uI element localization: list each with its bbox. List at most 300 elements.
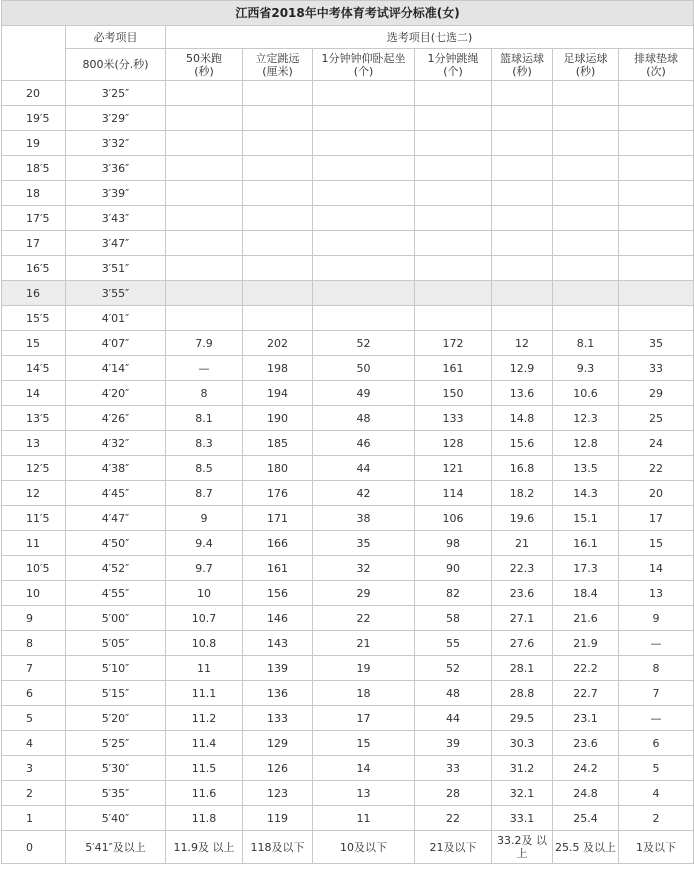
value-cell: 27.1 [492, 606, 553, 631]
value-cell: 9 [166, 506, 243, 531]
value-cell [492, 281, 553, 306]
score-cell: 17 [2, 231, 66, 256]
table-row [2, 131, 694, 156]
value-cell [313, 281, 415, 306]
value-cell [243, 106, 313, 131]
value-cell: 5′20″ [66, 706, 166, 731]
table-row [2, 256, 694, 281]
football-header: 足球运球 (秒) [553, 49, 619, 81]
value-cell: 202 [243, 331, 313, 356]
table-row [2, 481, 694, 506]
value-cell: 8.3 [166, 431, 243, 456]
score-header [2, 26, 66, 81]
score-cell: 18′5 [2, 156, 66, 181]
value-cell: 5′10″ [66, 656, 166, 681]
score-cell: 19 [2, 131, 66, 156]
value-cell: 11.8 [166, 806, 243, 831]
value-cell: 11.6 [166, 781, 243, 806]
value-cell: 3′39″ [66, 181, 166, 206]
score-cell: 12 [2, 481, 66, 506]
value-cell: 52 [415, 656, 492, 681]
value-cell: 118及以下 [243, 831, 313, 864]
value-cell [492, 231, 553, 256]
value-cell: 136 [243, 681, 313, 706]
value-cell: 185 [243, 431, 313, 456]
value-cell [415, 281, 492, 306]
table-row [2, 506, 694, 531]
value-cell: 39 [415, 731, 492, 756]
table-row [2, 281, 694, 306]
value-cell: 28.1 [492, 656, 553, 681]
value-cell [492, 81, 553, 106]
value-cell: 46 [313, 431, 415, 456]
value-cell: 12.9 [492, 356, 553, 381]
value-cell [313, 156, 415, 181]
run800-header: 800米(分.秒) [66, 49, 166, 81]
value-cell: 30.3 [492, 731, 553, 756]
score-cell: 16′5 [2, 256, 66, 281]
value-cell: 8.5 [166, 456, 243, 481]
value-cell: 24 [619, 431, 694, 456]
value-cell: 7.9 [166, 331, 243, 356]
value-cell: 4 [619, 781, 694, 806]
value-cell: 15 [619, 531, 694, 556]
value-cell: 19 [313, 656, 415, 681]
value-cell [619, 81, 694, 106]
value-cell [313, 181, 415, 206]
score-cell: 5 [2, 706, 66, 731]
value-cell [553, 206, 619, 231]
table-row [2, 181, 694, 206]
value-cell: 25.4 [553, 806, 619, 831]
value-cell: 28 [415, 781, 492, 806]
value-cell: 28.8 [492, 681, 553, 706]
value-cell: 198 [243, 356, 313, 381]
value-cell: 123 [243, 781, 313, 806]
value-cell: 190 [243, 406, 313, 431]
value-cell: 50 [313, 356, 415, 381]
table-row [2, 406, 694, 431]
value-cell: 3′36″ [66, 156, 166, 181]
value-cell: 33 [619, 356, 694, 381]
value-cell: 156 [243, 581, 313, 606]
score-cell: 4 [2, 731, 66, 756]
table-row [2, 381, 694, 406]
value-cell [415, 306, 492, 331]
table-row [2, 306, 694, 331]
value-cell: 166 [243, 531, 313, 556]
value-cell [415, 156, 492, 181]
dash50-header: 50米跑 (秒) [166, 49, 243, 81]
value-cell: 21及以下 [415, 831, 492, 864]
value-cell: 126 [243, 756, 313, 781]
value-cell [553, 131, 619, 156]
value-cell: 32 [313, 556, 415, 581]
value-cell [492, 156, 553, 181]
value-cell: 48 [313, 406, 415, 431]
value-cell [619, 106, 694, 131]
value-cell: 4′07″ [66, 331, 166, 356]
value-cell: 22 [313, 606, 415, 631]
value-cell: 194 [243, 381, 313, 406]
value-cell [166, 231, 243, 256]
value-cell: 3′25″ [66, 81, 166, 106]
value-cell: 150 [415, 381, 492, 406]
value-cell: 55 [415, 631, 492, 656]
value-cell [619, 156, 694, 181]
value-cell: 44 [415, 706, 492, 731]
value-cell: 25.5 及以上 [553, 831, 619, 864]
value-cell: 49 [313, 381, 415, 406]
table-row [2, 106, 694, 131]
score-cell: 0 [2, 831, 66, 864]
value-cell: 29.5 [492, 706, 553, 731]
value-cell: 10及以下 [313, 831, 415, 864]
value-cell [619, 206, 694, 231]
value-cell [415, 181, 492, 206]
value-cell: 4′47″ [66, 506, 166, 531]
value-cell: 8.7 [166, 481, 243, 506]
score-cell: 1 [2, 806, 66, 831]
value-cell: 35 [313, 531, 415, 556]
value-cell: 4′45″ [66, 481, 166, 506]
value-cell: 121 [415, 456, 492, 481]
value-cell: 11 [166, 656, 243, 681]
score-cell: 3 [2, 756, 66, 781]
score-cell: 7 [2, 656, 66, 681]
value-cell: 128 [415, 431, 492, 456]
value-cell: 3′55″ [66, 281, 166, 306]
value-cell [619, 231, 694, 256]
value-cell [415, 81, 492, 106]
value-cell: 3′43″ [66, 206, 166, 231]
value-cell: 5′25″ [66, 731, 166, 756]
value-cell [415, 131, 492, 156]
value-cell: 21.6 [553, 606, 619, 631]
value-cell [243, 306, 313, 331]
score-cell: 13 [2, 431, 66, 456]
value-cell [619, 306, 694, 331]
volleyball-header: 排球垫球 (次) [619, 49, 694, 81]
value-cell: 10.8 [166, 631, 243, 656]
value-cell: 3′29″ [66, 106, 166, 131]
value-cell: 4′50″ [66, 531, 166, 556]
score-cell: 2 [2, 781, 66, 806]
value-cell [166, 306, 243, 331]
value-cell: 33.1 [492, 806, 553, 831]
value-cell: 14.3 [553, 481, 619, 506]
value-cell [313, 306, 415, 331]
value-cell: 10 [166, 581, 243, 606]
value-cell: 4′32″ [66, 431, 166, 456]
value-cell: 24.8 [553, 781, 619, 806]
value-cell: 11.5 [166, 756, 243, 781]
value-cell: 4′52″ [66, 556, 166, 581]
table-row [2, 831, 694, 864]
value-cell [166, 256, 243, 281]
value-cell [415, 206, 492, 231]
table-row [2, 681, 694, 706]
value-cell: 4′38″ [66, 456, 166, 481]
table-row [2, 781, 694, 806]
value-cell: 9.7 [166, 556, 243, 581]
score-cell: 14′5 [2, 356, 66, 381]
table-title: 江西省2018年中考体育考试评分标准(女) [2, 1, 694, 26]
value-cell: 139 [243, 656, 313, 681]
value-cell: 7 [619, 681, 694, 706]
value-cell: 17.3 [553, 556, 619, 581]
value-cell: 13 [313, 781, 415, 806]
table-row [2, 206, 694, 231]
table-row [2, 156, 694, 181]
table-row [2, 606, 694, 631]
table-row [2, 706, 694, 731]
score-cell: 15 [2, 331, 66, 356]
value-cell [553, 231, 619, 256]
value-cell: 22 [415, 806, 492, 831]
value-cell: 15.6 [492, 431, 553, 456]
value-cell: 5′40″ [66, 806, 166, 831]
score-cell: 10 [2, 581, 66, 606]
value-cell: 21.9 [553, 631, 619, 656]
standing-jump-header: 立定跳远 (厘米) [243, 49, 313, 81]
value-cell: 5′05″ [66, 631, 166, 656]
value-cell: 11.9及 以上 [166, 831, 243, 864]
value-cell: 12.8 [553, 431, 619, 456]
value-cell: 82 [415, 581, 492, 606]
value-cell: 33.2及 以上 [492, 831, 553, 864]
value-cell: 133 [415, 406, 492, 431]
table-row [2, 331, 694, 356]
value-cell: 172 [415, 331, 492, 356]
value-cell: 18 [313, 681, 415, 706]
value-cell: 42 [313, 481, 415, 506]
value-cell: 27.6 [492, 631, 553, 656]
value-cell: 9 [619, 606, 694, 631]
value-cell [166, 281, 243, 306]
value-cell [553, 256, 619, 281]
value-cell [492, 306, 553, 331]
value-cell: 29 [313, 581, 415, 606]
value-cell [243, 156, 313, 181]
value-cell: 4′01″ [66, 306, 166, 331]
value-cell: 129 [243, 731, 313, 756]
value-cell: 19.6 [492, 506, 553, 531]
value-cell: 98 [415, 531, 492, 556]
value-cell: 8.1 [553, 331, 619, 356]
value-cell [243, 81, 313, 106]
value-cell: 25 [619, 406, 694, 431]
value-cell [619, 256, 694, 281]
value-cell: 146 [243, 606, 313, 631]
value-cell: 20 [619, 481, 694, 506]
value-cell [313, 106, 415, 131]
table-row [2, 81, 694, 106]
value-cell [492, 106, 553, 131]
value-cell: 48 [415, 681, 492, 706]
table-row [2, 806, 694, 831]
table-row [2, 731, 694, 756]
value-cell: 16.1 [553, 531, 619, 556]
value-cell [313, 256, 415, 281]
value-cell: 11.2 [166, 706, 243, 731]
value-cell: — [619, 631, 694, 656]
value-cell: 15.1 [553, 506, 619, 531]
value-cell: 5′30″ [66, 756, 166, 781]
value-cell: 114 [415, 481, 492, 506]
value-cell: 22.7 [553, 681, 619, 706]
value-cell: 2 [619, 806, 694, 831]
score-cell: 6 [2, 681, 66, 706]
value-cell: 35 [619, 331, 694, 356]
value-cell [243, 181, 313, 206]
value-cell: 8.1 [166, 406, 243, 431]
value-cell [313, 231, 415, 256]
score-cell: 12′5 [2, 456, 66, 481]
value-cell: 22.2 [553, 656, 619, 681]
value-cell [313, 206, 415, 231]
value-cell: 22 [619, 456, 694, 481]
score-cell: 17′5 [2, 206, 66, 231]
value-cell: 8 [619, 656, 694, 681]
value-cell [243, 256, 313, 281]
value-cell: 12.3 [553, 406, 619, 431]
value-cell: 15 [313, 731, 415, 756]
value-cell: 23.6 [492, 581, 553, 606]
value-cell [243, 231, 313, 256]
value-cell [553, 306, 619, 331]
value-cell: 9.3 [553, 356, 619, 381]
value-cell: 21 [313, 631, 415, 656]
score-cell: 19′5 [2, 106, 66, 131]
value-cell: 14 [313, 756, 415, 781]
value-cell: 4′55″ [66, 581, 166, 606]
value-cell: 106 [415, 506, 492, 531]
value-cell: 13.5 [553, 456, 619, 481]
value-cell: 4′26″ [66, 406, 166, 431]
value-cell [492, 206, 553, 231]
value-cell [166, 156, 243, 181]
value-cell: 11.1 [166, 681, 243, 706]
value-cell: 22.3 [492, 556, 553, 581]
value-cell: 14 [619, 556, 694, 581]
value-cell: 32.1 [492, 781, 553, 806]
value-cell: 176 [243, 481, 313, 506]
value-cell: 16.8 [492, 456, 553, 481]
score-cell: 10′5 [2, 556, 66, 581]
value-cell: 9.4 [166, 531, 243, 556]
value-cell [415, 231, 492, 256]
basketball-header: 篮球运球 (秒) [492, 49, 553, 81]
value-cell [415, 106, 492, 131]
value-cell: 21 [492, 531, 553, 556]
table-row [2, 456, 694, 481]
value-cell: 52 [313, 331, 415, 356]
value-cell: 29 [619, 381, 694, 406]
value-cell [492, 181, 553, 206]
score-cell: 11′5 [2, 506, 66, 531]
value-cell [553, 156, 619, 181]
value-cell [553, 81, 619, 106]
value-cell [492, 131, 553, 156]
value-cell: 161 [243, 556, 313, 581]
value-cell: 18.4 [553, 581, 619, 606]
value-cell [313, 131, 415, 156]
value-cell: 3′51″ [66, 256, 166, 281]
value-cell: 3′47″ [66, 231, 166, 256]
table-row [2, 231, 694, 256]
value-cell: 44 [313, 456, 415, 481]
value-cell: 143 [243, 631, 313, 656]
value-cell: 17 [313, 706, 415, 731]
scoring-table [1, 0, 694, 864]
value-cell: — [619, 706, 694, 731]
optional-group-header: 选考项目(七选二) [166, 26, 694, 49]
value-cell: 161 [415, 356, 492, 381]
value-cell: 10.7 [166, 606, 243, 631]
value-cell [313, 81, 415, 106]
value-cell: 4′14″ [66, 356, 166, 381]
value-cell: 23.1 [553, 706, 619, 731]
value-cell: 14.8 [492, 406, 553, 431]
value-cell: 4′20″ [66, 381, 166, 406]
value-cell: 171 [243, 506, 313, 531]
score-cell: 15′5 [2, 306, 66, 331]
table-row [2, 656, 694, 681]
value-cell: 5 [619, 756, 694, 781]
value-cell: 58 [415, 606, 492, 631]
value-cell: 133 [243, 706, 313, 731]
value-cell: 5′15″ [66, 681, 166, 706]
table-row [2, 356, 694, 381]
value-cell [553, 281, 619, 306]
value-cell: 1及以下 [619, 831, 694, 864]
value-cell [243, 281, 313, 306]
value-cell [415, 256, 492, 281]
score-cell: 16 [2, 281, 66, 306]
value-cell [619, 281, 694, 306]
value-cell: 8 [166, 381, 243, 406]
value-cell [166, 181, 243, 206]
value-cell: 119 [243, 806, 313, 831]
table-row [2, 581, 694, 606]
value-cell: 31.2 [492, 756, 553, 781]
table-row [2, 431, 694, 456]
value-cell: 90 [415, 556, 492, 581]
value-cell: 23.6 [553, 731, 619, 756]
value-cell: — [166, 356, 243, 381]
value-cell: 5′41″及以上 [66, 831, 166, 864]
value-cell: 33 [415, 756, 492, 781]
value-cell: 24.2 [553, 756, 619, 781]
value-cell [243, 131, 313, 156]
value-cell: 11.4 [166, 731, 243, 756]
value-cell [166, 106, 243, 131]
value-cell: 13 [619, 581, 694, 606]
score-cell: 18 [2, 181, 66, 206]
value-cell [553, 106, 619, 131]
value-cell: 38 [313, 506, 415, 531]
value-cell: 13.6 [492, 381, 553, 406]
score-cell: 20 [2, 81, 66, 106]
rope-skip-header: 1分钟跳绳 (个) [415, 49, 492, 81]
situps-header: 1分钟钟仰卧起坐 (个) [313, 49, 415, 81]
score-cell: 13′5 [2, 406, 66, 431]
value-cell [619, 181, 694, 206]
value-cell: 6 [619, 731, 694, 756]
value-cell: 17 [619, 506, 694, 531]
value-cell: 3′32″ [66, 131, 166, 156]
